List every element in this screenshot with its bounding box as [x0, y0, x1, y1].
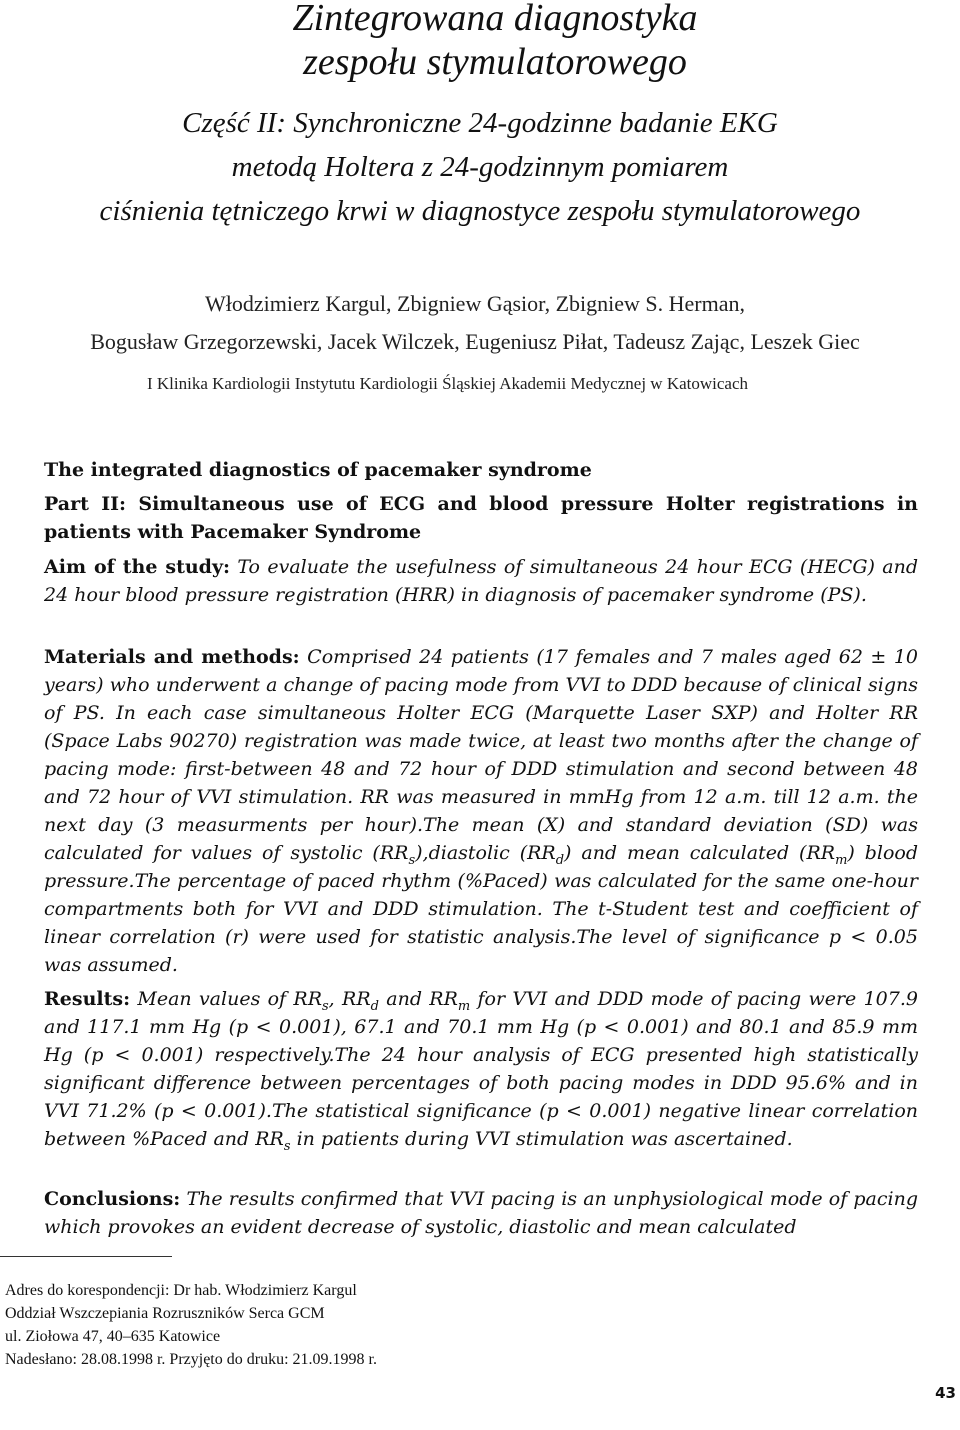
- methods-sub-m: m: [835, 852, 848, 868]
- results-paragraph: [44, 985, 918, 1153]
- subtitle-line-1: Część II: Synchroniczne 24-godzinne badanie EKG: [182, 107, 778, 139]
- authors-line-2: Bogusław Grzegorzewski, Jacek Wilczek, Eugeniusz Piłat, Tadeusz Zając, Leszek Giec: [90, 329, 860, 354]
- methods-text-2: ),diastolic (RR: [415, 842, 556, 864]
- methods-sub-s: s: [408, 852, 416, 868]
- results-text-1: Mean values of RR: [137, 988, 322, 1010]
- affiliation: I Klinika Kardiologii Instytutu Kardiologii Śląskiej Akademii Medycznej w Katowicach: [146, 374, 748, 393]
- abstract-part: Part II: Simultaneous use of ECG and blood pressure Holter registrations in patients with Pacemaker Syndrome: [44, 493, 918, 543]
- methods-text-3: ) and mean calculated (RR: [564, 842, 836, 864]
- methods-paragraph: [44, 643, 918, 979]
- results-sub-s-2: s: [283, 1138, 291, 1154]
- results-sub-s: s: [322, 998, 329, 1014]
- footnote-line-1: Adres do korespondencji: Dr hab. Włodzimierz Kargul: [5, 1282, 357, 1299]
- footnote-divider: [0, 1256, 172, 1257]
- title-line-2: zespołu stymulatorowego: [303, 41, 687, 83]
- footnote-line-2: Oddział Wszczepiania Rozruszników Serca GCM: [5, 1305, 325, 1322]
- results-text-3: and RR: [378, 988, 458, 1010]
- aim-paragraph: [44, 553, 918, 609]
- footnote-line-4: Nadesłano: 28.08.1998 r. Przyjęto do druku: 21.09.1998 r.: [5, 1351, 377, 1368]
- results-label: Results:: [44, 988, 131, 1010]
- conclusions-label: Conclusions:: [44, 1188, 181, 1210]
- results-text-4: for VVI and DDD mode of pacing were 107.9 and 117.1 mm Hg (p < 0.001), 67.1 and 70.1 mm Hg (p < 0.001) and 80.1 and 85.9 mm Hg (p < 0.001) respectively.The 24 hour analysis of ECG presented high statistically significant difference between percentages of both pacing modes in DDD 95.6% and in VVI 71.2% (p < 0.001).The statistical significance (p < 0.001) negative linear correlation between %Paced and RR: [44, 988, 918, 1150]
- footnote-line-3: ul. Ziołowa 47, 40–635 Katowice: [5, 1328, 221, 1345]
- abstract-title: The integrated diagnostics of pacemaker syndrome: [44, 459, 592, 481]
- results-text-5: in patients during VVI stimulation was ascertained.: [290, 1128, 793, 1150]
- title-line-1: Zintegrowana diagnostyka: [292, 0, 698, 39]
- methods-label: Materials and methods:: [44, 646, 300, 668]
- authors-line-1: Włodzimierz Kargul, Zbigniew Gąsior, Zbigniew S. Herman,: [204, 291, 746, 316]
- page-number: 43: [935, 1384, 956, 1402]
- conclusions-text: The results confirmed that VVI pacing is an unphysiological mode of pacing which provokes an evident decrease of systolic, diastolic and mean calculated: [44, 1188, 918, 1238]
- results-sub-d: d: [370, 998, 379, 1014]
- results-sub-m: m: [457, 998, 471, 1014]
- methods-text-4: ) blood pressure.The percentage of paced rhythm (%Paced) was calculated for the same one-hour compartments both for VVI and DDD stimulation. The t-Student test and coefficient of linear correlation (r) were used for statistic analysis.The level of significance p < 0.05 was assumed.: [44, 842, 918, 976]
- subtitle-line-3: ciśnienia tętniczego krwi w diagnostyce zespołu stymulatorowego: [99, 195, 861, 227]
- aim-label: Aim of the study:: [44, 556, 230, 578]
- conclusions-paragraph: [44, 1185, 918, 1241]
- aim-text: To evaluate the usefulness of simultaneous 24 hour ECG (HECG) and 24 hour blood pressure registration (HRR) in diagnosis of pacemaker syndrome (PS).: [44, 556, 918, 606]
- results-text-2: , RR: [328, 988, 371, 1010]
- methods-text-1: Comprised 24 patients (17 females and 7 males aged 62 ± 10 years) who underwent a change of pacing mode from VVI to DDD because of clinical signs of PS. In each case simultaneous Holter ECG (Marquette Laser SXP) and Holter RR (Space Labs 90270) registration was made twice, at least two months after the change of pacing mode: first-between 48 and 72 hour of DDD stimulation and second between 48 and 72 hour of VVI stimulation. RR was measured in mmHg from 12 a.m. till 12 a.m. the next day (3 measurments per hour).The mean (X) and standard deviation (SD) was calculated for values of systolic (RR: [44, 646, 918, 864]
- subtitle-line-2: metodą Holtera z 24-godzinnym pomiarem: [231, 151, 729, 183]
- methods-sub-d: d: [555, 852, 565, 868]
